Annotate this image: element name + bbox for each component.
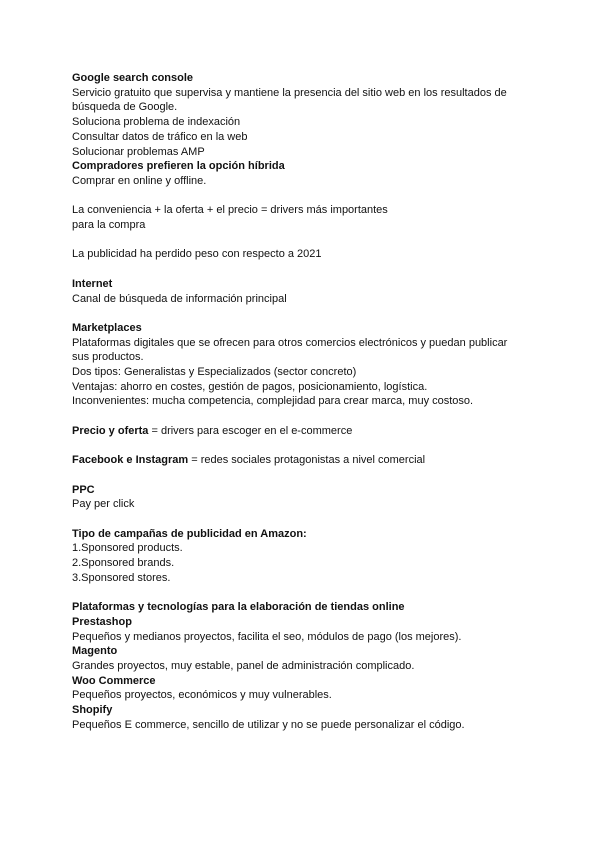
gsc-description-line-2: búsqueda de Google. — [72, 101, 178, 114]
spacer — [72, 439, 540, 454]
marketplaces-advantages: Ventajas: ahorro en costes, gestión de pagos, posicionamiento, logística. — [72, 380, 428, 393]
gsc-description-line-1: Servicio gratuito que supervisa y mantiene la presencia del sitio web en los resultados de — [72, 86, 507, 99]
amazon-list-item: 2.Sponsored brands. — [72, 557, 175, 570]
price-offer-line — [72, 424, 540, 439]
convenience-line-1: La conveniencia + la oferta + el precio = drivers más importantes — [72, 204, 388, 217]
social-bold: Facebook e Instagram — [72, 454, 189, 467]
spacer — [72, 189, 540, 204]
spacer — [72, 468, 540, 483]
social-line — [72, 453, 540, 468]
spacer — [72, 262, 540, 277]
gsc-heading: Google search console — [72, 72, 194, 84]
ppc-text: Pay per click — [72, 498, 135, 511]
marketplaces-description-line-1: Plataformas digitales que se ofrecen para otros comercios electrónicos y puedan publicar — [72, 336, 508, 349]
gsc-item-traffic: Consultar datos de tráfico en la web — [72, 130, 248, 143]
spacer — [72, 233, 540, 248]
gsc-item-indexing: Soluciona problema de indexación — [72, 116, 241, 129]
internet-text: Canal de búsqueda de información principal — [72, 292, 287, 305]
marketplaces-description-line-2: sus productos. — [72, 351, 144, 364]
shopify-description: Pequeños E commerce, sencillo de utilizar y no se puede personalizar el código. — [72, 718, 465, 731]
convenience-line-2: para la compra — [72, 219, 146, 232]
amazon-list-item: 1.Sponsored products. — [72, 542, 183, 555]
hybrid-text: Comprar en online y offline. — [72, 174, 207, 187]
spacer — [72, 585, 540, 600]
social-rest: = redes sociales protagonistas a nivel comercial — [188, 454, 426, 467]
magento-description: Grandes proyectos, muy estable, panel de administración complicado. — [72, 659, 415, 672]
marketplaces-disadvantages: Inconvenientes: mucha competencia, complejidad para crear marca, muy costoso. — [72, 395, 474, 408]
price-offer-rest: = drivers para escoger en el e-commerce — [148, 424, 353, 437]
woo-commerce-name: Woo Commerce — [72, 674, 156, 687]
marketplaces-heading: Marketplaces — [72, 321, 142, 334]
advertising-text: La publicidad ha perdido peso con respecto a 2021 — [72, 248, 322, 261]
ppc-heading: PPC — [72, 483, 95, 496]
amazon-list-item: 3.Sponsored stores. — [72, 571, 171, 584]
spacer — [72, 409, 540, 424]
spacer — [72, 306, 540, 321]
internet-heading: Internet — [72, 277, 113, 290]
marketplaces-types: Dos tipos: Generalistas y Especializados (sector concreto) — [72, 366, 357, 378]
platforms-heading: Plataformas y tecnologías para la elaboración de tiendas online — [72, 601, 405, 614]
shopify-name: Shopify — [72, 704, 113, 717]
spacer — [72, 512, 540, 527]
prestashop-description: Pequeños y medianos proyectos, facilita el seo, módulos de pago (los mejores). — [72, 630, 462, 643]
gsc-item-amp: Solucionar problemas AMP — [72, 145, 205, 158]
prestashop-name: Prestashop — [72, 615, 132, 628]
magento-name: Magento — [72, 645, 118, 658]
price-offer-bold: Precio y oferta — [72, 424, 149, 437]
hybrid-heading: Compradores prefieren la opción híbrida — [72, 160, 285, 173]
amazon-heading: Tipo de campañas de publicidad en Amazon: — [72, 527, 307, 540]
woo-commerce-description: Pequeños proyectos, económicos y muy vulnerables. — [72, 689, 332, 702]
